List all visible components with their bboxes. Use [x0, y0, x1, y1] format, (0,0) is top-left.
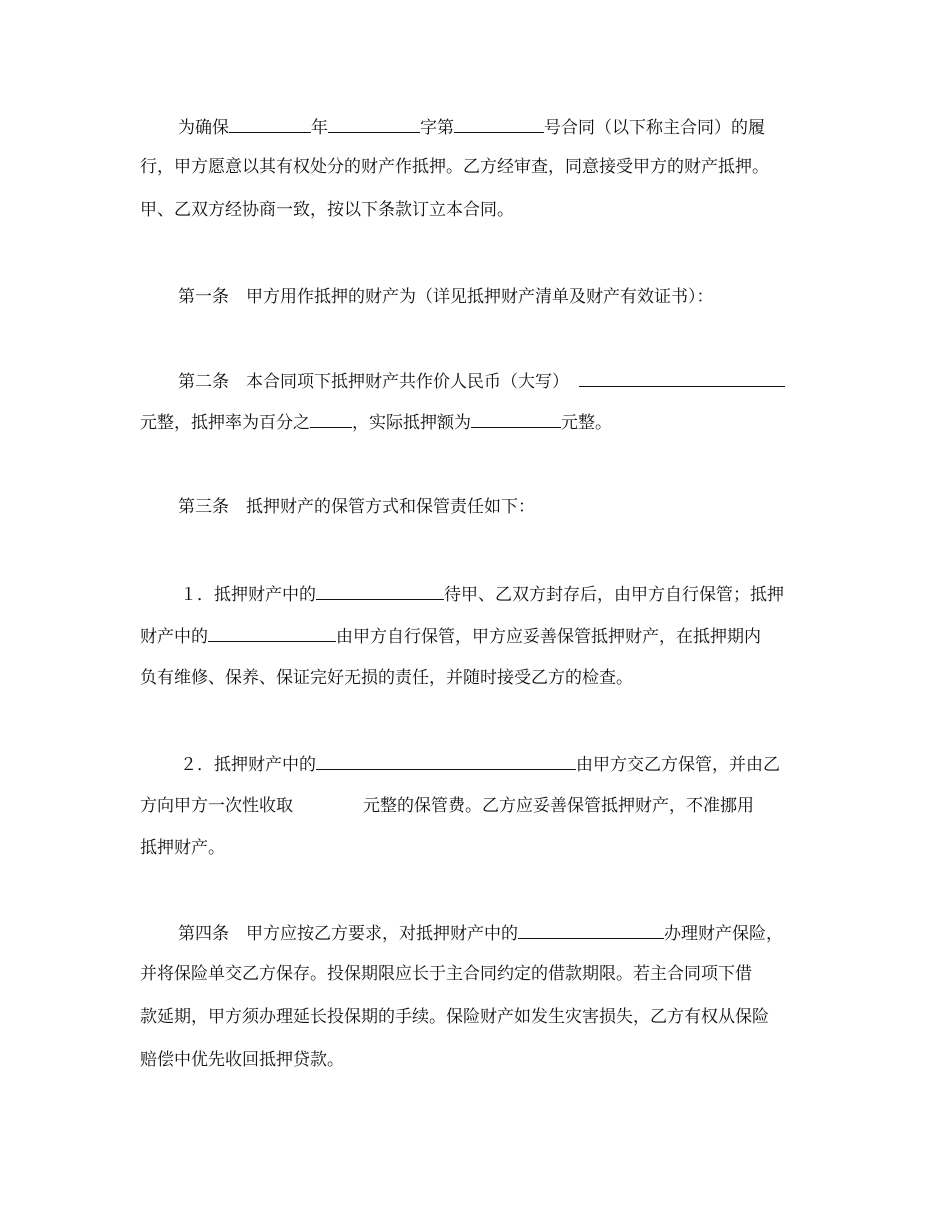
article-2-text: 第二条 本合同项下抵押财产共作价人民币（大写） [178, 372, 569, 392]
article-2-text: ，实际抵押额为 [352, 413, 471, 433]
article-3-item-2-line-3: 抵押财产。 [140, 838, 225, 858]
article-3-item-1-line-3: 负有维修、保养、保证完好无损的责任，并随时接受乙方的检查。 [140, 668, 633, 688]
year-blank [229, 116, 311, 133]
article-3-item-2-line-2 [140, 796, 754, 816]
sealed-property-blank [316, 583, 444, 600]
article-4-line-2: 并将保险单交乙方保存。投保期限应长于主合同约定的借款期限。若主合同项下借 [140, 964, 752, 984]
article-4-text: 办理财产保险， [664, 924, 783, 944]
article-4-line-3: 款延期，甲方须办理延长投保期的手续。保险财产如发生灾害损失，乙方有权从保险 [140, 1007, 769, 1027]
article-4-line-1 [178, 922, 783, 944]
intro-text: 字第 [420, 118, 454, 138]
self-kept-property-blank [208, 625, 336, 642]
valuation-blank [579, 370, 785, 387]
article-4-text: 第四条 甲方应按乙方要求，对抵押财产中的 [178, 924, 518, 944]
article-4-line-4: 赔偿中优先收回抵押贷款。 [140, 1050, 344, 1070]
item-text: 方向甲方一次性收取 [140, 796, 293, 816]
delivered-property-blank [316, 753, 576, 770]
article-3-item-2-line-1 [180, 753, 780, 775]
item-text: ２．抵押财产中的 [180, 755, 316, 775]
article-1: 第一条 甲方用作抵押的财产为（详见抵押财产清单及财产有效证书）： [178, 287, 714, 307]
intro-line-3: 甲、乙双方经协商一致，按以下条款订立本合同。 [140, 200, 514, 220]
amount-blank [471, 411, 561, 428]
item-text: 由甲方自行保管，甲方应妥善保管抵押财产，在抵押期内 [336, 627, 761, 647]
word-blank [328, 116, 420, 133]
intro-text: 年 [311, 118, 328, 138]
article-3-title: 第三条 抵押财产的保管方式和保管责任如下： [178, 497, 535, 517]
item-text: 待甲、乙双方封存后，由甲方自行保管；抵押 [444, 585, 784, 605]
intro-text: 为确保 [178, 118, 229, 138]
intro-text: 号合同（以下称主合同）的履 [544, 118, 765, 138]
insured-property-blank [518, 922, 664, 939]
article-3-item-1-line-1 [180, 583, 784, 605]
rate-blank [310, 411, 352, 428]
item-text: 元整的保管费。乙方应妥善保管抵押财产，不准挪用 [363, 796, 754, 816]
intro-line-2: 行，甲方愿意以其有权处分的财产作抵押。乙方经审查，同意接受甲方的财产抵押。 [140, 157, 769, 177]
article-3-item-1-line-2 [140, 625, 761, 647]
article-2-text: 元整，抵押率为百分之 [140, 413, 310, 433]
item-text: 财产中的 [140, 627, 208, 647]
intro-line-1 [178, 116, 765, 138]
article-2-line-2 [140, 411, 612, 433]
article-2-line-1 [178, 370, 785, 392]
item-text: 由甲方交乙方保管，并由乙 [576, 755, 780, 775]
contract-number-blank [454, 116, 544, 133]
item-text: １．抵押财产中的 [180, 585, 316, 605]
article-2-text: 元整。 [561, 413, 612, 433]
